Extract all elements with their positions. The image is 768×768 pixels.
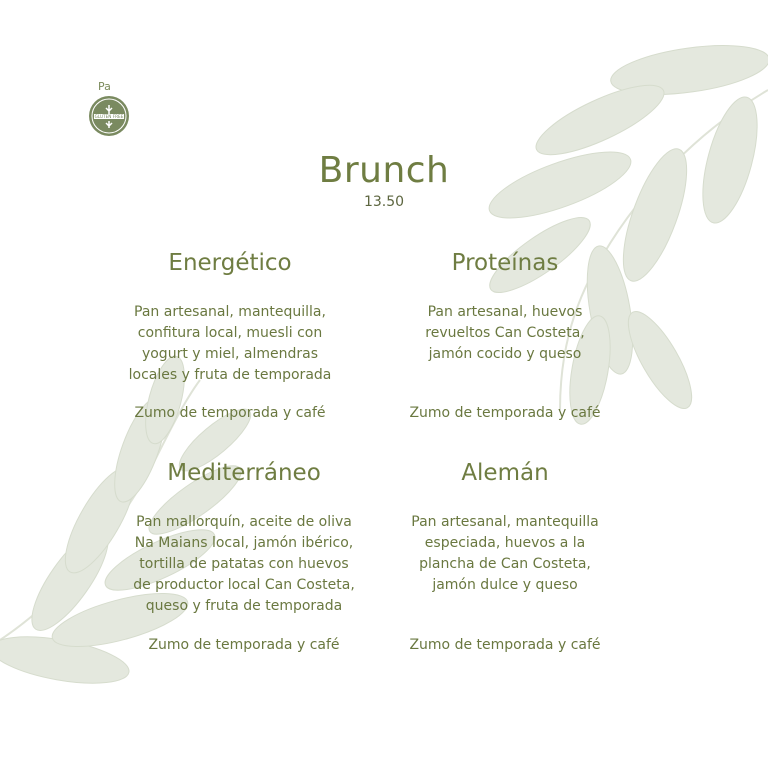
description-line: jamón cocido y queso — [428, 346, 582, 362]
badge-label: Pa — [98, 80, 111, 93]
price: 13.50 — [363, 194, 405, 210]
badge-text: GLUTEN FREE — [94, 114, 124, 119]
description-line: Pan artesanal, mantequilla, — [134, 304, 326, 320]
menu-section-mediterraneo — [94, 460, 394, 653]
section-title: Alemán — [461, 460, 549, 486]
description-line: tortilla de patatas con huevos — [139, 556, 349, 572]
menu-section-proteinas — [355, 250, 655, 421]
section-drink: Zumo de temporada y café — [409, 405, 601, 421]
page-title: Brunch — [318, 150, 450, 191]
description-line: plancha de Can Costeta, — [419, 556, 591, 572]
section-drink: Zumo de temporada y café — [148, 637, 340, 653]
description-line: Pan mallorquín, aceite de oliva — [136, 514, 352, 530]
section-title: Energético — [168, 250, 292, 276]
gluten-free-icon — [89, 96, 129, 136]
description-line: jamón dulce y queso — [432, 577, 578, 593]
section-title: Proteínas — [451, 250, 559, 276]
description-line: confitura local, muesli con — [137, 325, 323, 341]
section-description — [80, 302, 380, 386]
section-title: Mediterráneo — [167, 460, 321, 486]
section-drink: Zumo de temporada y café — [409, 637, 601, 653]
section-description — [355, 302, 655, 365]
section-description — [94, 512, 394, 617]
description-line: especiada, huevos a la — [424, 535, 586, 551]
description-line: de productor local Can Costeta, — [133, 577, 355, 593]
menu-section-energetico — [80, 250, 380, 421]
description-line: Pan artesanal, huevos — [427, 304, 583, 320]
description-line: revueltos Can Costeta, — [425, 325, 585, 341]
description-line: queso y fruta de temporada — [145, 598, 343, 614]
menu-section-aleman — [355, 460, 655, 653]
description-line: yogurt y miel, almendras — [141, 346, 319, 362]
description-line: Na Maians local, jamón ibérico, — [134, 535, 354, 551]
section-drink: Zumo de temporada y café — [134, 405, 326, 421]
description-line: locales y fruta de temporada — [128, 367, 332, 383]
description-line: Pan artesanal, mantequilla — [411, 514, 599, 530]
section-description — [355, 512, 655, 596]
